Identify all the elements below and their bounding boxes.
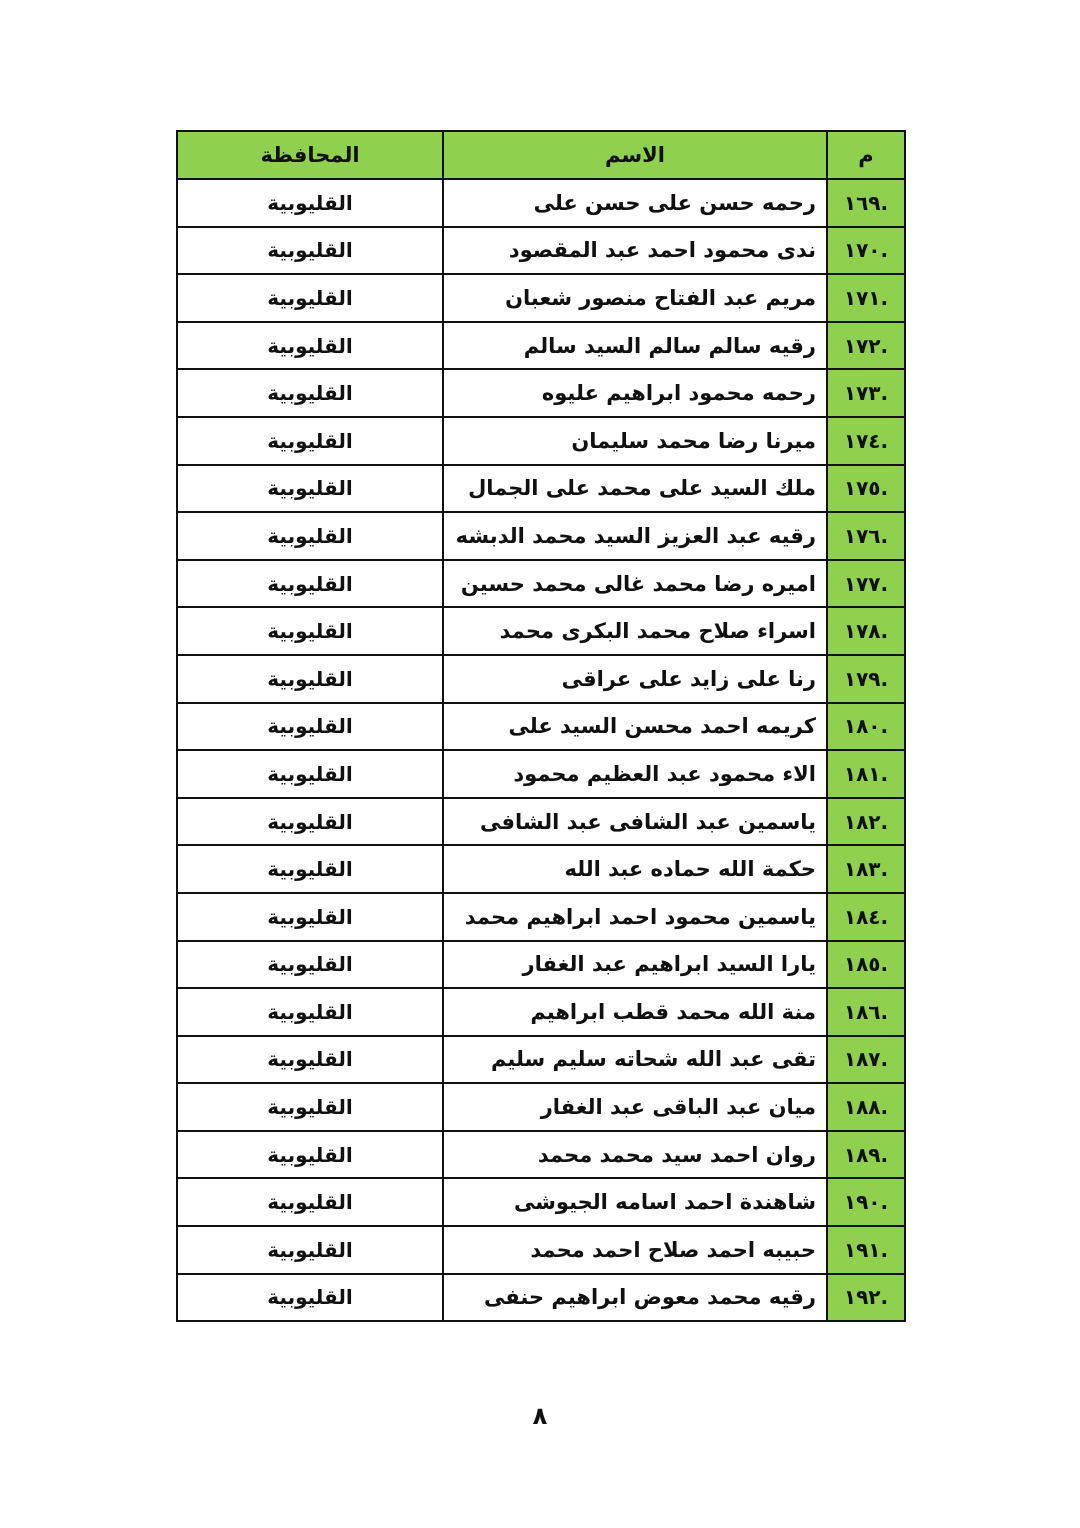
person-name: رقيه عبد العزيز السيد محمد الدبشه [443, 512, 827, 560]
table-row [177, 1226, 905, 1274]
governorate: القليوبية [177, 1131, 443, 1179]
person-name: حبيبه احمد صلاح احمد محمد [443, 1226, 827, 1274]
person-name: حكمة الله حماده عبد الله [443, 845, 827, 893]
person-name: مريم عبد الفتاح منصور شعبان [443, 274, 827, 322]
column-header-governorate: المحافظة [177, 131, 443, 179]
person-name: رحمه محمود ابراهيم عليوه [443, 369, 827, 417]
governorate: القليوبية [177, 1083, 443, 1131]
names-table [176, 130, 906, 1322]
table-row [177, 750, 905, 798]
row-number: .١٧١ [827, 274, 905, 322]
governorate: القليوبية [177, 369, 443, 417]
column-header-name: الاسم [443, 131, 827, 179]
person-name: ياسمين عبد الشافى عبد الشافى [443, 798, 827, 846]
person-name: اسراء صلاح محمد البكرى محمد [443, 607, 827, 655]
person-name: تقى عبد الله شحاته سليم سليم [443, 1036, 827, 1084]
person-name: الاء محمود عبد العظيم محمود [443, 750, 827, 798]
table-row [177, 322, 905, 370]
row-number: .١٨٨ [827, 1083, 905, 1131]
row-number: .١٨٩ [827, 1131, 905, 1179]
row-number: .١٧٦ [827, 512, 905, 560]
table-row [177, 798, 905, 846]
governorate: القليوبية [177, 703, 443, 751]
table-row [177, 417, 905, 465]
governorate: القليوبية [177, 322, 443, 370]
row-number: .١٨٠ [827, 703, 905, 751]
table-header-row [177, 131, 905, 179]
person-name: ميرنا رضا محمد سليمان [443, 417, 827, 465]
governorate: القليوبية [177, 465, 443, 513]
governorate: القليوبية [177, 893, 443, 941]
governorate: القليوبية [177, 512, 443, 560]
row-number: .١٧٤ [827, 417, 905, 465]
person-name: ياسمين محمود احمد ابراهيم محمد [443, 893, 827, 941]
person-name: رقيه سالم سالم السيد سالم [443, 322, 827, 370]
table-row [177, 512, 905, 560]
governorate: القليوبية [177, 988, 443, 1036]
row-number: .١٧٣ [827, 369, 905, 417]
table-row [177, 1036, 905, 1084]
table-row [177, 1178, 905, 1226]
table-row [177, 227, 905, 275]
person-name: ميان عبد الباقى عبد الغفار [443, 1083, 827, 1131]
table-row [177, 274, 905, 322]
governorate: القليوبية [177, 941, 443, 989]
row-number: .١٩٠ [827, 1178, 905, 1226]
governorate: القليوبية [177, 1178, 443, 1226]
governorate: القليوبية [177, 845, 443, 893]
page-number: ٨ [532, 1402, 548, 1430]
governorate: القليوبية [177, 1274, 443, 1322]
row-number: .١٨٥ [827, 941, 905, 989]
governorate: القليوبية [177, 607, 443, 655]
column-header-number: م [827, 131, 905, 179]
row-number: .١٨٣ [827, 845, 905, 893]
row-number: .١٧٥ [827, 465, 905, 513]
row-number: .١٨٢ [827, 798, 905, 846]
governorate: القليوبية [177, 274, 443, 322]
governorate: القليوبية [177, 227, 443, 275]
person-name: يارا السيد ابراهيم عبد الغفار [443, 941, 827, 989]
table-row [177, 655, 905, 703]
row-number: .١٧٨ [827, 607, 905, 655]
table-row [177, 179, 905, 227]
table-body [177, 179, 905, 1321]
governorate: القليوبية [177, 1226, 443, 1274]
person-name: شاهندة احمد اسامه الجيوشى [443, 1178, 827, 1226]
person-name: اميره رضا محمد غالى محمد حسين [443, 560, 827, 608]
row-number: .١٨٧ [827, 1036, 905, 1084]
person-name: رقيه محمد معوض ابراهيم حنفى [443, 1274, 827, 1322]
governorate: القليوبية [177, 655, 443, 703]
table-row [177, 703, 905, 751]
table-row [177, 607, 905, 655]
table-row [177, 1083, 905, 1131]
table-row [177, 988, 905, 1036]
table-row [177, 560, 905, 608]
row-number: .١٨١ [827, 750, 905, 798]
table-row [177, 1131, 905, 1179]
row-number: .١٩٢ [827, 1274, 905, 1322]
person-name: رنا على زايد على عراقى [443, 655, 827, 703]
person-name: كريمه احمد محسن السيد على [443, 703, 827, 751]
person-name: ملك السيد على محمد على الجمال [443, 465, 827, 513]
row-number: .١٧٧ [827, 560, 905, 608]
row-number: .١٦٩ [827, 179, 905, 227]
person-name: منة الله محمد قطب ابراهيم [443, 988, 827, 1036]
row-number: .١٨٤ [827, 893, 905, 941]
governorate: القليوبية [177, 179, 443, 227]
row-number: .١٧٢ [827, 322, 905, 370]
governorate: القليوبية [177, 417, 443, 465]
table-row [177, 1274, 905, 1322]
table-row [177, 845, 905, 893]
row-number: .١٩١ [827, 1226, 905, 1274]
person-name: روان احمد سيد محمد محمد [443, 1131, 827, 1179]
governorate: القليوبية [177, 1036, 443, 1084]
row-number: .١٨٦ [827, 988, 905, 1036]
governorate: القليوبية [177, 798, 443, 846]
table-row [177, 465, 905, 513]
row-number: .١٧٠ [827, 227, 905, 275]
table-row [177, 941, 905, 989]
governorate: القليوبية [177, 560, 443, 608]
row-number: .١٧٩ [827, 655, 905, 703]
table-row [177, 369, 905, 417]
person-name: ندى محمود احمد عبد المقصود [443, 227, 827, 275]
person-name: رحمه حسن على حسن على [443, 179, 827, 227]
governorate: القليوبية [177, 750, 443, 798]
table-row [177, 893, 905, 941]
